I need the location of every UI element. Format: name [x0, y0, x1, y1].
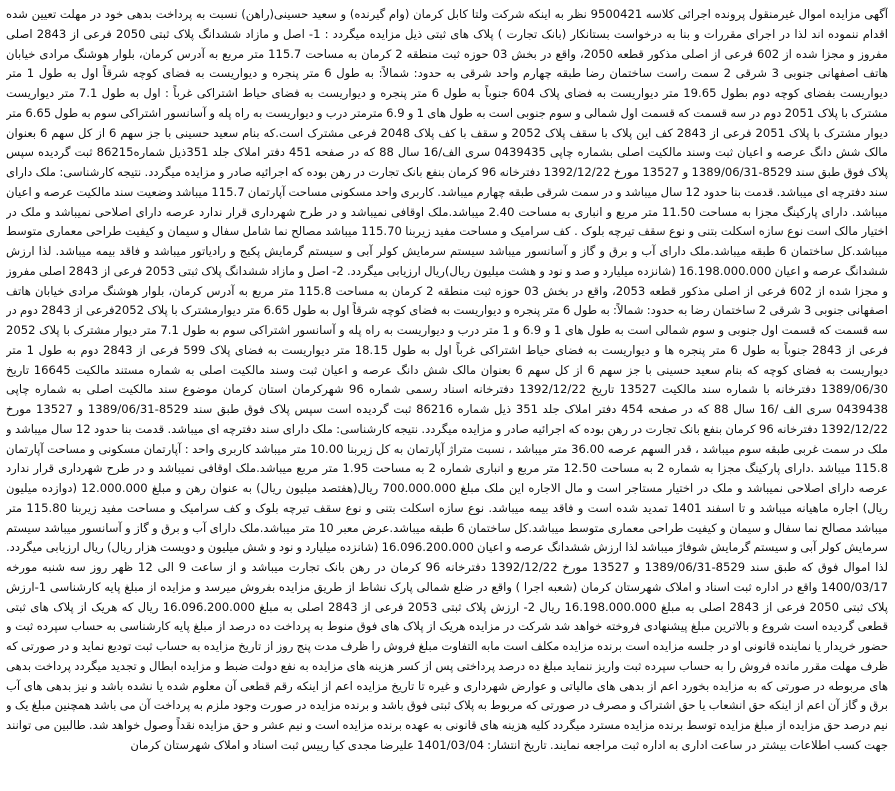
- auction-notice-text: آگهی مزایده اموال غیرمنقول پرونده اجرائی کلاسه 9500421 نظر به اینکه شرکت ولتا کابل کرمان (وام گیرنده) و سعید حسینی(راهن) نسبت به پرداخت بدهی خود در مهلت تعیین شده اقدام ننموده اند لذا در اجرای مقررات و بنا به درخواست بستانکار (بانک تجارت ) پلاک های ثبتی ذیل مزایده میگردد : 1- اصل و مازاد ششدانگ پلاک ثبتی 2050 فرعی از 2843 اصلی مفروز و مجزا شده از 602 فرعی از اصلی مذکور قطعه 2050، واقع در بخش 03 حوزه ثبت منطقه 2 کرمان به مساحت 115.7 متر مربع به آدرس کرمان، بلوار هوشنگ مرادی خیابان هاتف اصفهانی جنوبی 3 شرقی 2 سمت راست ساختمان رضا طبقه چهارم واحد شرقی به حدود: شمالاً: به طول 6 متر پنجره و دیواریست به فضای کوچه شرقاً اول به طول 1 متر دیواریست بفضای کوچه دوم بطول 19.65 متر دیواریست به فضای پلاک 604 جنوباً به طول 6 متر پنجره و دیواریست به فضای حیاط اشتراکی غرباً : اول به طول 7.1 متر دیواریست مشترک با پلاک 2051 دوم در سه قسمت که قسمت اول شمالی و سوم جنوبی است به طول های 1 و 6.9 مترمتر درب و دیواریست به راه پله و آسانسور اشتراکی سوم به طول 6.65 متر دیوار مشترک با پلاک 2051 فرعی از 2843 کف این پلاک با سقف پلاک 2052 و سقف با کف پلاک 2048 فرعی مشترک است.که بنام سعید حسینی با جز سهم 6 از کل سهم 6 بعنوان مالک شش دانگ عرصه و اعیان ثبت وسند مالکیت اصلی بشماره چاپی 0439435 سری الف/16 سال 88 که در صفحه 451 دفتر املاک جلد 351ذیل شماره86215 ثبت گردیده سپس پلاک فوق طبق سند 8529-1389/06/31 و 13527 مورخ 1392/12/22 دفترخانه 96 کرمان بنفع بانک تجارت در رهن بوده که اجرائیه صادر و مزایده میگردد. نتیجه کارشناسی: ملک دارای سند دفترچه ای میباشد. قدمت بنا حدود 12 سال میباشد و در سمت شرقی طبقه چهارم میباشد. کاربری واحد مسکونی مساحت آپارتمان 115.7 میباشد وضعیت سند مالکیت عرصه و اعیان میباشد. دارای پارکینگ مجزا به مساحت 11.50 متر مربع و انباری به مساحت 2.40 میباشد.ملک اوقافی نمیباشد و در طرح شهرداری قرار ندارد عرصه دارای اصلاحی نمیباشد و ملک در اختیار مالک است نوع سازه اسکلت بتنی و نوع سقف تیرچه بلوک . کف سرامیک و مساحت مفید زیربنا 115.70 میباشد مصالح نما شامل سفال و سیمان و کیفیت طراحی معماری متوسط میباشد.کل ساختمان 6 طبقه میباشد.ملک دارای آب و برق و گاز و آسانسور میباشد سیستم سرمایش کولر آبی و سیستم گرمایش پکیج و رادیاتور میباشد و فاقد بیمه میباشد. لذا ارزش ششدانگ عرصه و اعیان 16.198.000.000 (شانزده میلیارد و صد و نود و هشت میلیون ریال)ریال ارزیابی میگردد. 2- اصل و مازاد ششدانگ پلاک ثبتی 2053 فرعی از 2843 اصلی مفروز و مجزا شده از 602 فرعی از اصلی مذکور قطعه 2053، واقع در بخش 03 حوزه ثبت منطقه 2 کرمان به مساحت 115.8 متر مربع به آدرس کرمان، بلوار هوشنگ مرادی خیابان هاتف اصفهانی جنوبی 3 شرقی 2 ساختمان رضا به حدود: شمالاً: به طول 6 متر پنجره و دیواریست به فضای کوچه شرقاً اول به طول 6.65 متر دیوارمشترک با پلاک 2052فرعی از 2843 دوم در سه قسمت که قسمت اول جنوبی و سوم شمالی است به طول های 1 و 6.9 و 1 متر درب و دیواریست به راه پله و آسانسور اشتراکی سوم به طول 7.1 متر دیوار مشترک با پلاک 2052 فرعی از 2843 جنوباً به طول 6 متر پنجره ها و دیواریست به فضای حیاط اشتراکی غرباً اول به طول 18.15 متر دیواریست به فضای پلاک 599 فرعی از 2843 دوم به طول 1 متر دیواریست به فضای کوچه که بنام سعید حسینی با جز سهم 6 از کل سهم 6 بعنوان مالک شش دانگ عرصه و اعیان ثبت وسند مالکیت اصلی به شماره مستند مالکیت 16645 تاریخ 1389/06/30 دفترخانه با شماره سند مالکیت 13527 تاریخ 1392/12/22 دفترخانه اسناد رسمی شماره 96 شهرکرمان استان کرمان موضوع سند مالکیت اصلی به شماره چاپی 0439438 سری الف /16 سال 88 که در صفحه 454 دفتر املاک جلد 351 ذیل شماره 86216 ثبت گردیده است سپس پلاک فوق طبق سند 8529-1389/06/31 و 13527 مورخ 1392/12/22 دفترخانه 96 کرمان بنفع بانک تجارت در رهن بوده که اجرائیه صادر و مزایده میگردد. نتیجه کارشناسی: ملک دارای سند دفترچه ای میباشد. قدمت بنا حدود 12 سال میباشد و ملک در سمت غربی طبقه سوم میباشد ، قدر السهم عرصه 36.00 متر میباشد ، نسبت متراژ آپارتمان به کل زیربنا 10.00 متر میباشد کاربری واحد : آپارتمان مسکونی و مساحت آپارتمان 115.8 میباشد .دارای پارکینگ مجزا به شماره 2 به مساحت 12.50 متر مربع و انباری شماره 2 به مساحت 1.95 متر مربع میباشد.ملک اوقافی نمیباشد و در طرح شهرداری قرار ندارد عرصه دارای اصلاحی نمیباشد و ملک در اختیار مستاجر است و مال الاجاره این ملک مبلغ 700.000.000 ریال(هفتصد میلیون ریال) به عنوان رهن و مبلغ 12.000.000 (دوازده میلیون ریال) اجاره ماهیانه میباشد و تا اسفند 1401 تمدید شده است و فاقد بیمه میباشد. نوع سازه اسکلت بتنی و نوع سقف تیرچه بلوک و کف سرامیک و مساحت مفید زیربنا 115.80 متر میباشد مصالح نما سفال و سیمان و کیفیت طراحی معماری متوسط میباشد.کل ساختمان 6 طبقه میباشد.عرض معبر 10 متر میباشد.ملک دارای آب و برق و گاز و آسانسور میباشد سیستم سرمایش کولر آبی و سیستم گرمایش شوفاژ میباشد لذا ارزش ششدانگ عرصه و اعیان 16.096.200.000 (شانزده میلیارد و نود و شش میلیون و دویست هزار ریال) ریال ارزیابی میگردد. لذا اموال فوق که طبق سند 8529-1389/06/31 و 13527 مورخ 1392/12/22 دفترخانه 96 کرمان در رهن بانک تجارت میباشد و از ساعت 9 الی 12 ظهر روز سه شنبه مورخه 1400/03/17 واقع در اداره ثبت اسناد و املاک شهرستان کرمان (شعبه اجرا ) واقع در ضلع شمالی پارک نشاط از طریق مزایده بفروش میرسد و مزایده از مبلغ پایه کارشناسی 1-ارزش پلاک ثبتی 2050 فرعی از 2843 اصلی به مبلغ 16.198.000.000 ریال 2- ارزش پلاک ثبتی 2053 فرعی از 2843 اصلی به مبلغ 16.096.200.000 ریال که هریک از پلاک های ثبتی قطعی گردیده است شروع و بالاترین مبلغ پیشنهادی فروخته خواهد شد شرکت در مزایده هریک از پلاک های فوق منوط به پرداخت ده درصد از مبلغ پایه کارشناسی به حساب سپرده ثبت و حضور خریدار یا نماینده قانونی او در جلسه مزایده است برنده مزایده مکلف است مابه التفاوت مبلغ فروش را ظرف مدت پنج روز از تاریخ مزایده به حساب ثبت تودیع نماید و در صورتی که ظرف مهلت مقرر مانده فروش را به حساب سپرده ثبت واریز ننماید مبلغ ده درصد پرداختی پس از کسر هزینه های مزایده به نفع دولت ضبط و مزایده ابطال و تجدید میگردد پرداخت بدهی های مربوطه در صورتی که به مزایده بخورد اعم از بدهی های مالیاتی و عوارض شهرداری و غیره تا تاریخ مزایده اعم از اینکه رقم قطعی آن معلوم شده یا نشده باشد و نیز بدهی های آب برق و گاز آن اعم از اینکه حق انشعاب یا حق اشتراک و مصرف در صورتی که مربوط به پلاک ثبتی فوق باشد و برنده مزایده در صورت وجود ملزم به پرداخت آن می باشد همچنین مبلغ یک و نیم درصد حق مزایده از مبلغ مزایده توسط برنده مزایده مسترد میگردد کلیه هزینه های قانونی به عهده برنده مزایده است و نیم عشر و حق مزایده نقداً وصول خواهد شد. طالبین می توانند جهت کسب اطلاعات بیشتر در ساعت اداری به اداره ثبت مراجعه نمایند. تاریخ انتشار: 1401/03/04 علیرضا مجدی کیا رییس ثبت اسناد و املاک شهرستان کرمان: [6, 7, 888, 752]
